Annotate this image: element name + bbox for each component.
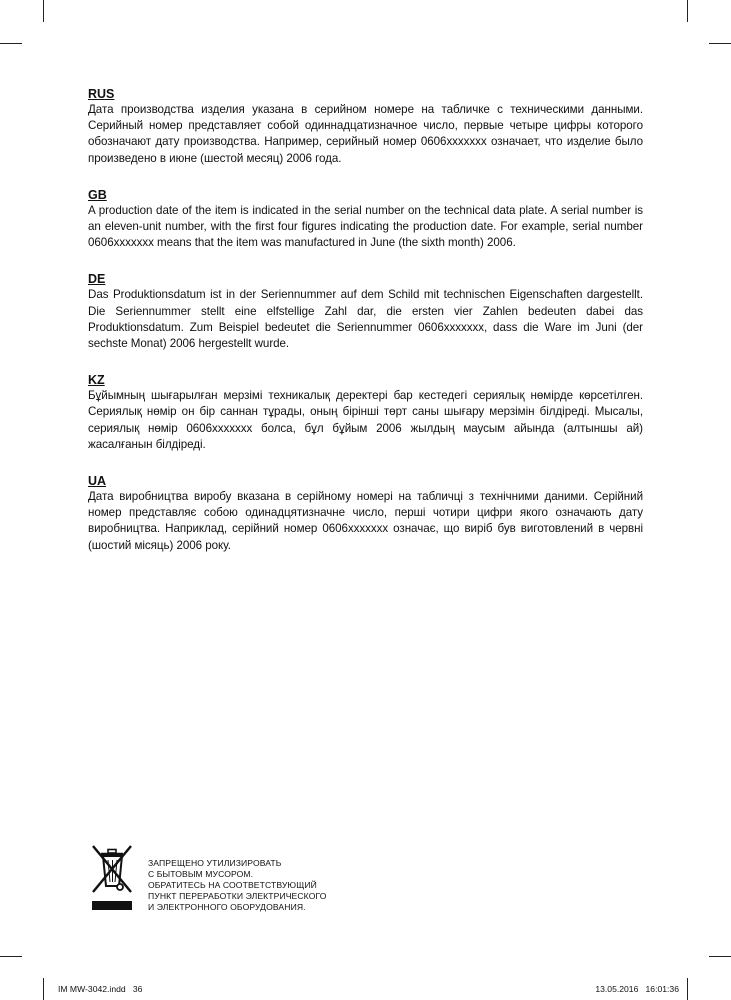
disposal-notice-line: ОБРАТИТЕСЬ НА СООТВЕТСТВУЮЩИЙ	[148, 880, 317, 890]
section-text: Дата виробництва виробу вказана в серійному номері на табличці з технічними даними. Серійний номер представляє собою одинадцятизначне число, перші чотири цифри якого означають дату виробництва. Наприклад, серійний номер 0606xxxxxxx означає, що виріб був виготовлений в червні (шостий місяць) 2006 року.	[88, 490, 643, 552]
crop-mark	[43, 0, 44, 22]
page-content	[88, 86, 643, 574]
crop-mark	[43, 978, 44, 1000]
section-text: Дата производства изделия указана в серийном номере на табличке с техническими данными. Серийный номер представляет собой одиннадцатизначное число, первые четыре цифры которого обозначают дату производства. Например, серийный номер 0606xxxxxxx означает, что изделие было произведено в июне (шестой месяц) 2006 года.	[88, 103, 643, 165]
crop-mark	[0, 956, 22, 957]
language-code: DE	[88, 272, 106, 287]
section-gb	[88, 187, 643, 252]
crop-mark	[687, 978, 688, 1000]
language-code: KZ	[88, 373, 105, 388]
disposal-notice-line: ЗАПРЕЩЕНО УТИЛИЗИРОВАТЬ	[148, 858, 282, 868]
section-kz	[88, 372, 643, 453]
language-code: GB	[88, 187, 107, 202]
section-text: Бұйымның шығарылған мерзімі техникалық деректері бар кестедегі сериялық нөмірде көрсетілген. Сериялық нөмір он бір саннан тұрады, оның бірінші төрт саны шығару мерзімін білдіреді. Мысалы, сериялық нөмір 0606xxxxxxx болса, бұл бұйым 2006 жылдың маусым айында (алтыншы ай) жасалғанын білдіреді.	[88, 389, 643, 451]
section-de	[88, 271, 643, 352]
language-code: RUS	[88, 87, 115, 101]
section-ua	[88, 473, 643, 554]
crop-mark	[687, 0, 688, 22]
section-text: Das Produktionsdatum ist in der Seriennummer auf dem Schild mit technischen Eigenschaften dargestellt. Die Seriennummer stellt eine elfstellige Zahl dar, die ersten vier Zahlen bedeuten dabei das Produktionsdatum. Zum Beispiel bedeutet die Seriennummer 0606xxxxxxx, dass die Ware im Juni (der sechste Monat) 2006 hergestellt wurde.	[88, 288, 643, 351]
disposal-notice-line: С БЫТОВЫМ МУСОРОМ.	[148, 869, 254, 879]
section-text: A production date of the item is indicated in the serial number on the technical data plate. A serial number is an eleven-unit number, with the first four figures indicating the production date. For example, serial number 0606xxxxxxx means that the item was manufactured in June (the sixth month) 2006.	[88, 203, 643, 250]
section-rus	[88, 86, 643, 167]
print-slug-file: IM MW-3042.indd 36	[58, 984, 143, 994]
crop-mark	[0, 43, 22, 44]
disposal-notice-line: И ЭЛЕКТРОННОГО ОБОРУДОВАНИЯ.	[148, 902, 306, 912]
language-code: UA	[88, 474, 107, 489]
print-slug-datetime: 13.05.2016 16:01:36	[595, 984, 679, 994]
crop-mark	[709, 956, 731, 957]
disposal-notice	[148, 858, 327, 913]
disposal-notice-line: ПУНКТ ПЕРЕРАБОТКИ ЭЛЕКТРИЧЕСКОГО	[148, 891, 327, 901]
crossed-out-wheelie-bin-icon	[88, 842, 136, 912]
crop-mark	[709, 43, 731, 44]
